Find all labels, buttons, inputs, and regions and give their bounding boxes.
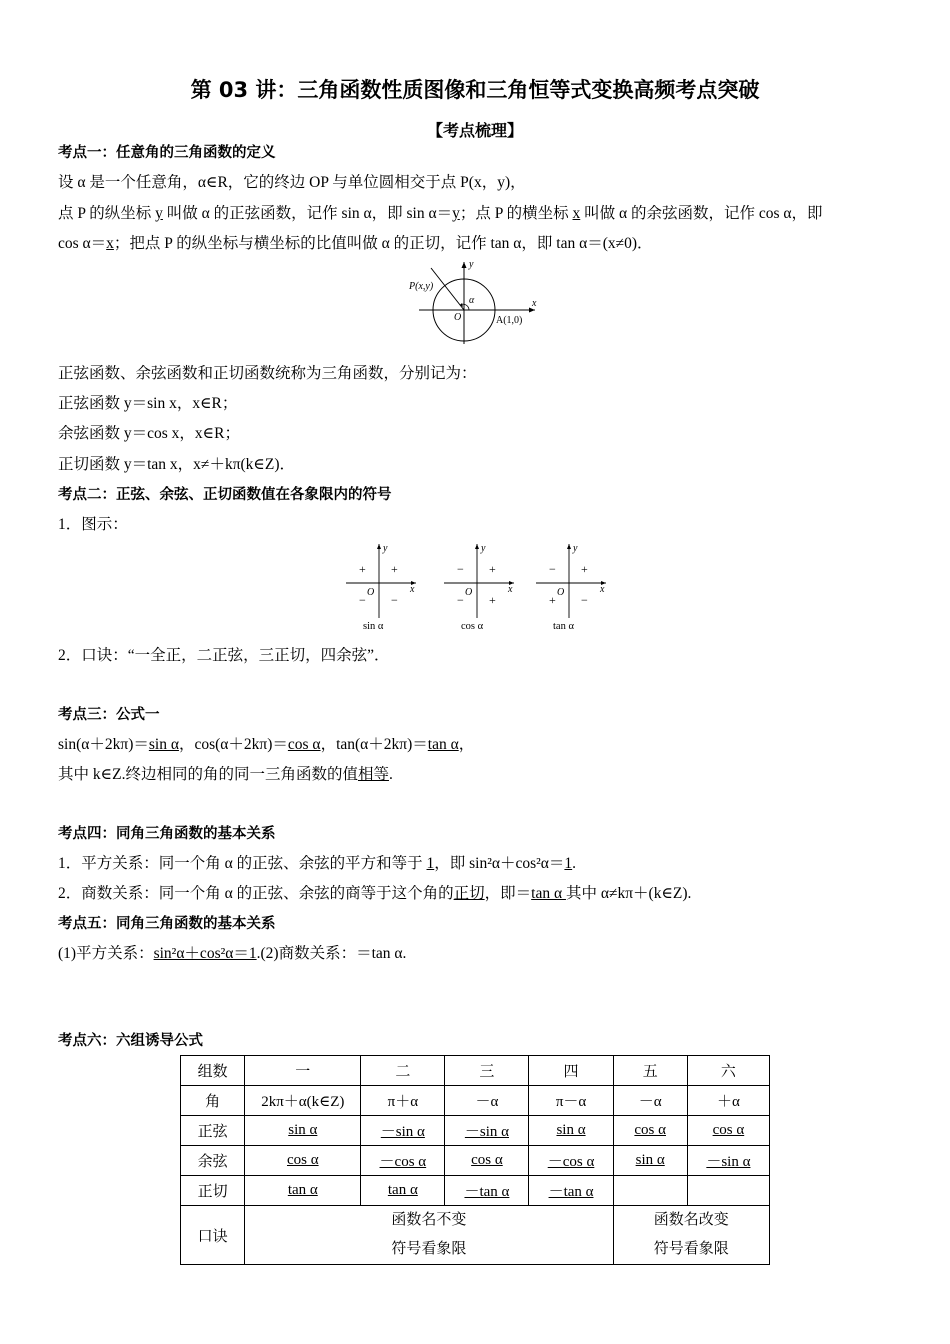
graph-label-sin: sin α bbox=[363, 621, 384, 632]
table-row-sine: 正弦 sin α －sin α －sin α sin α cos α cos α bbox=[181, 1116, 770, 1146]
s3-line-1: sin(α＋2kπ)＝sin α，cos(α＋2kπ)＝cos α，tan(α＋2kπ)＝tan α， bbox=[58, 736, 475, 753]
induction-formula-table bbox=[180, 1055, 770, 1265]
heading-kaodian-2: 考点二：正弦、余弦、正切函数值在各象限内的符号 bbox=[58, 487, 392, 503]
table-row-mnemonic: 口诀 函数名不变 符号看象限 函数名改变 符号看象限 bbox=[181, 1206, 770, 1265]
svg-text:y: y bbox=[481, 543, 486, 554]
svg-text:+: + bbox=[549, 593, 556, 607]
svg-text:−: − bbox=[549, 562, 556, 576]
svg-text:O: O bbox=[557, 587, 565, 598]
svg-text:O: O bbox=[367, 587, 375, 598]
svg-text:+: + bbox=[489, 562, 496, 576]
s1-line-7: 正切函数 y＝tan x，x≠＋kπ(k∈Z)． bbox=[58, 456, 296, 473]
point-p-label: P(x,y) bbox=[409, 281, 434, 292]
s1-line-3: cos α＝x；把点 P 的纵坐标与横坐标的比值叫做 α 的正切，记作 tan α，即 tan α＝(x≠0)． bbox=[58, 235, 653, 252]
svg-text:y: y bbox=[383, 543, 388, 554]
s1-line-4: 正弦函数、余弦函数和正切函数统称为三角函数，分别记为： bbox=[58, 365, 477, 382]
quadrant-graph-sin bbox=[346, 543, 416, 632]
unit-circle-diagram bbox=[405, 258, 545, 348]
svg-text:+: + bbox=[489, 593, 496, 607]
s3-line-2: 其中 k∈Z.终边相同的角的同一三角函数的值相等. bbox=[58, 766, 393, 783]
svg-text:y: y bbox=[573, 543, 578, 554]
s2-line-2: 2．口诀：“一全正，二正弦，三正切，四余弦”． bbox=[58, 647, 390, 664]
s4-line-2: 2．商数关系：同一个角 α 的正弦、余弦的商等于这个角的正切，即＝tan α 其中 α≠kπ＋(k∈Z). bbox=[58, 885, 692, 902]
svg-text:O: O bbox=[465, 587, 473, 598]
svg-text:−: − bbox=[391, 593, 398, 607]
svg-text:+: + bbox=[359, 562, 366, 576]
svg-text:−: − bbox=[457, 562, 464, 576]
svg-text:x: x bbox=[410, 584, 415, 595]
heading-kaodian-4: 考点四：同角三角函数的基本关系 bbox=[58, 826, 276, 842]
section-subtitle: 【考点梳理】 bbox=[426, 121, 523, 140]
s1-line-2: 点 P 的纵坐标 y 叫做 α 的正弦函数，记作 sin α，即 sin α＝y；点 P 的横坐标 x 叫做 α 的余弦函数，记作 cos α，即 bbox=[58, 205, 823, 222]
angle-alpha-label: α bbox=[469, 295, 475, 306]
point-a-label: A(1,0) bbox=[496, 315, 523, 326]
graph-label-cos: cos α bbox=[461, 621, 484, 632]
s1-line-1: 设 α 是一个任意角，α∈R，它的终边 OP 与单位圆相交于点 P(x，y)， bbox=[58, 174, 526, 191]
svg-text:−: − bbox=[457, 593, 464, 607]
table-header-row: 组数 一 二 三 四 五 六 bbox=[181, 1056, 770, 1086]
table-row-angle: 角 2kπ＋α(k∈Z) π＋α －α π－α －α ＋α bbox=[181, 1086, 770, 1116]
heading-kaodian-3: 考点三：公式一 bbox=[58, 707, 160, 723]
axis-y-label: y bbox=[469, 259, 474, 270]
s5-line-1: (1)平方关系：sin²α＋cos²α＝1.(2)商数关系：＝tan α. bbox=[58, 945, 407, 962]
s1-line-6: 余弦函数 y＝cos x，x∈R； bbox=[58, 425, 240, 442]
mnemonic-right: 函数名改变 符号看象限 bbox=[613, 1206, 769, 1265]
heading-kaodian-1: 考点一：任意角的三角函数的定义 bbox=[58, 145, 276, 161]
quadrant-sign-diagrams bbox=[340, 540, 620, 635]
quadrant-graph-cos bbox=[444, 543, 514, 632]
graph-label-tan: tan α bbox=[553, 621, 574, 632]
svg-text:+: + bbox=[391, 562, 398, 576]
s4-line-1: 1．平方关系：同一个角 α 的正弦、余弦的平方和等于 1，即 sin²α＋cos²α＝1. bbox=[58, 855, 577, 872]
page-title: 第 03 讲：三角函数性质图像和三角恒等式变换高频考点突破 bbox=[190, 78, 760, 102]
svg-text:x: x bbox=[508, 584, 513, 595]
svg-text:x: x bbox=[600, 584, 605, 595]
mnemonic-left: 函数名不变 符号看象限 bbox=[245, 1206, 613, 1265]
axis-x-label: x bbox=[532, 298, 537, 309]
quadrant-graph-tan bbox=[536, 543, 606, 632]
table-row-tangent: 正切 tan α tan α －tan α －tan α bbox=[181, 1176, 770, 1206]
svg-text:−: − bbox=[581, 593, 588, 607]
svg-text:−: − bbox=[359, 593, 366, 607]
heading-kaodian-6: 考点六：六组诱导公式 bbox=[58, 1033, 203, 1049]
origin-label: O bbox=[454, 312, 462, 323]
table-row-cosine: 余弦 cos α －cos α cos α －cos α sin α －sin α bbox=[181, 1146, 770, 1176]
s2-line-1: 1．图示： bbox=[58, 516, 128, 533]
svg-text:+: + bbox=[581, 562, 588, 576]
heading-kaodian-5: 考点五：同角三角函数的基本关系 bbox=[58, 916, 276, 932]
s1-line-5: 正弦函数 y＝sin x，x∈R； bbox=[58, 395, 238, 412]
